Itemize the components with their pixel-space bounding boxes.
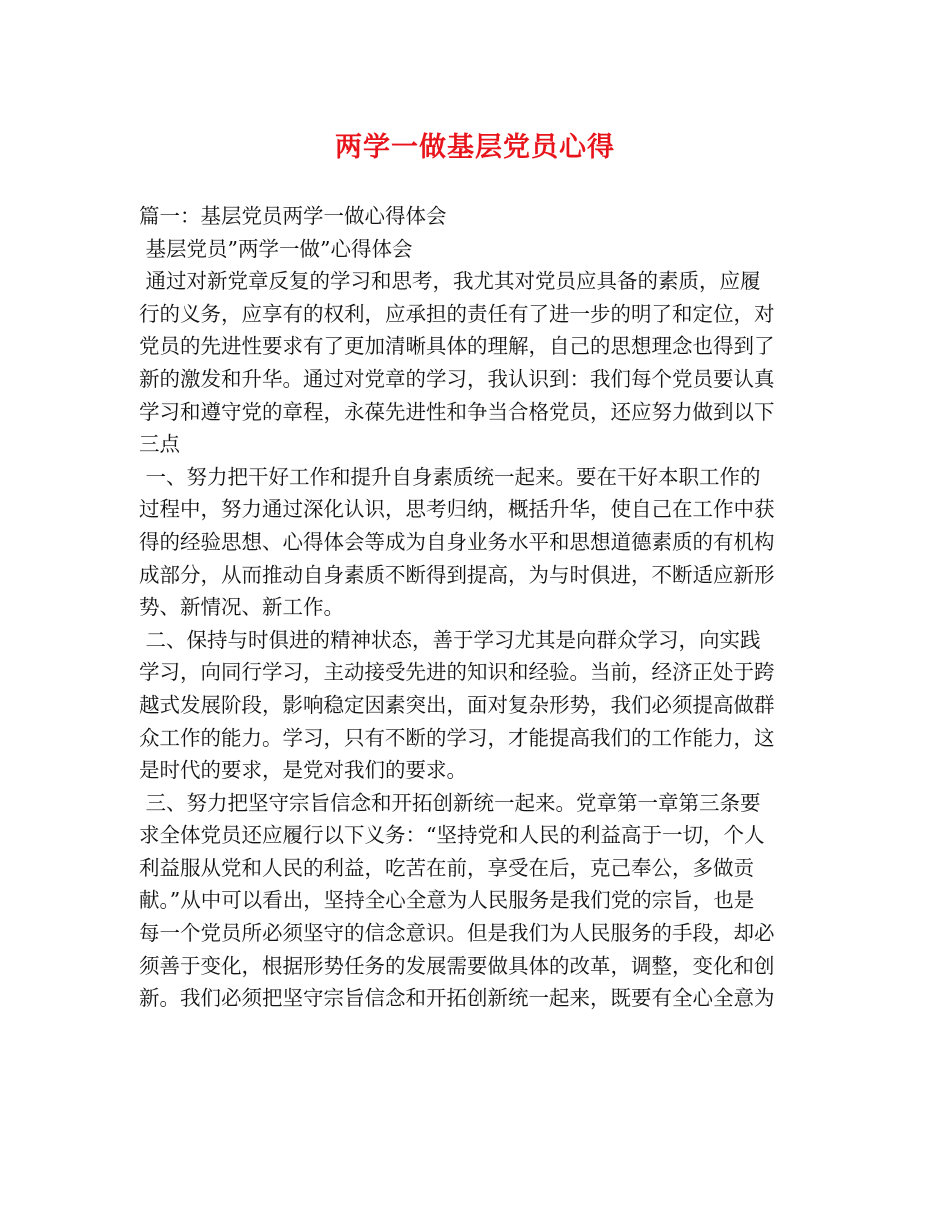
paragraph-line: 每一个党员所必须坚守的信念意识。但是我们为人民服务的手段，却必 [139,921,775,946]
paragraph-line: 学习，向同行学习，主动接受先进的知识和经验。当前，经济正处于跨 [139,660,775,685]
document-body [139,200,815,1015]
document-title: 两学一做基层党员心得 [335,132,615,163]
paragraph-line: 利益服从党和人民的利益，吃苦在前，享受在后，克己奉公，多做贡 [139,855,754,880]
paragraph-line: 得的经验思想、心得体会等成为自身业务水平和思想道德素质的有机构 [139,529,775,554]
paragraph-line: 党员的先进性要求有了更加清晰具体的理解，自己的思想理念也得到了 [139,334,775,359]
paragraph-line: 三、努力把坚守宗旨信念和开拓创新统一起来。党章第一章第三条要 [139,790,761,815]
paragraph-line: 一、努力把干好工作和提升自身素质统一起来。要在干好本职工作的 [139,464,761,489]
paragraph-line: 三点 [139,432,180,457]
paragraph-line: 基层党员”两学一做”心得体会 [139,236,413,261]
paragraph-line: 献。”从中可以看出，坚持全心全意为人民服务是我们党的宗旨，也是 [139,888,755,913]
paragraph-line: 篇一：基层党员两学一做心得体会 [139,204,447,228]
paragraph-line: 是时代的要求，是党对我们的要求。 [139,758,467,783]
paragraph-line: 成部分，从而推动自身素质不断得到提高，为与时俱进，不断适应新形 [139,562,775,587]
paragraph-line: 新的激发和升华。通过对党章的学习，我认识到：我们每个党员要认真 [139,366,775,391]
paragraph-line: 越式发展阶段，影响稳定因素突出，面对复杂形势，我们必须提高做群 [139,692,775,717]
paragraph-line: 众工作的能力。学习，只有不断的学习，才能提高我们的工作能力，这 [139,725,775,750]
paragraph-line: 通过对新党章反复的学习和思考，我尤其对党员应具备的素质，应履 [139,269,761,294]
paragraph-line: 行的义务，应享有的权利，应承担的责任有了进一步的明了和定位，对 [139,301,775,326]
paragraph-line: 势、新情况、新工作。 [139,595,344,620]
paragraph-line: 新。我们必须把坚守宗旨信念和开拓创新统一起来，既要有全心全意为 [139,986,775,1011]
paragraph-line: 求全体党员还应履行以下义务：“坚持党和人民的利益高于一切，个人 [139,823,765,848]
paragraph-line: 须善于变化，根据形势任务的发展需要做具体的改革，调整，变化和创 [139,953,775,978]
paragraph-line: 过程中，努力通过深化认识，思考归纳，概括升华，使自己在工作中获 [139,497,775,522]
paragraph-line: 学习和遵守党的章程，永葆先进性和争当合格党员，还应努力做到以下 [139,399,775,424]
paragraph-line: 二、保持与时俱进的精神状态，善于学习尤其是向群众学习，向实践 [139,627,761,652]
